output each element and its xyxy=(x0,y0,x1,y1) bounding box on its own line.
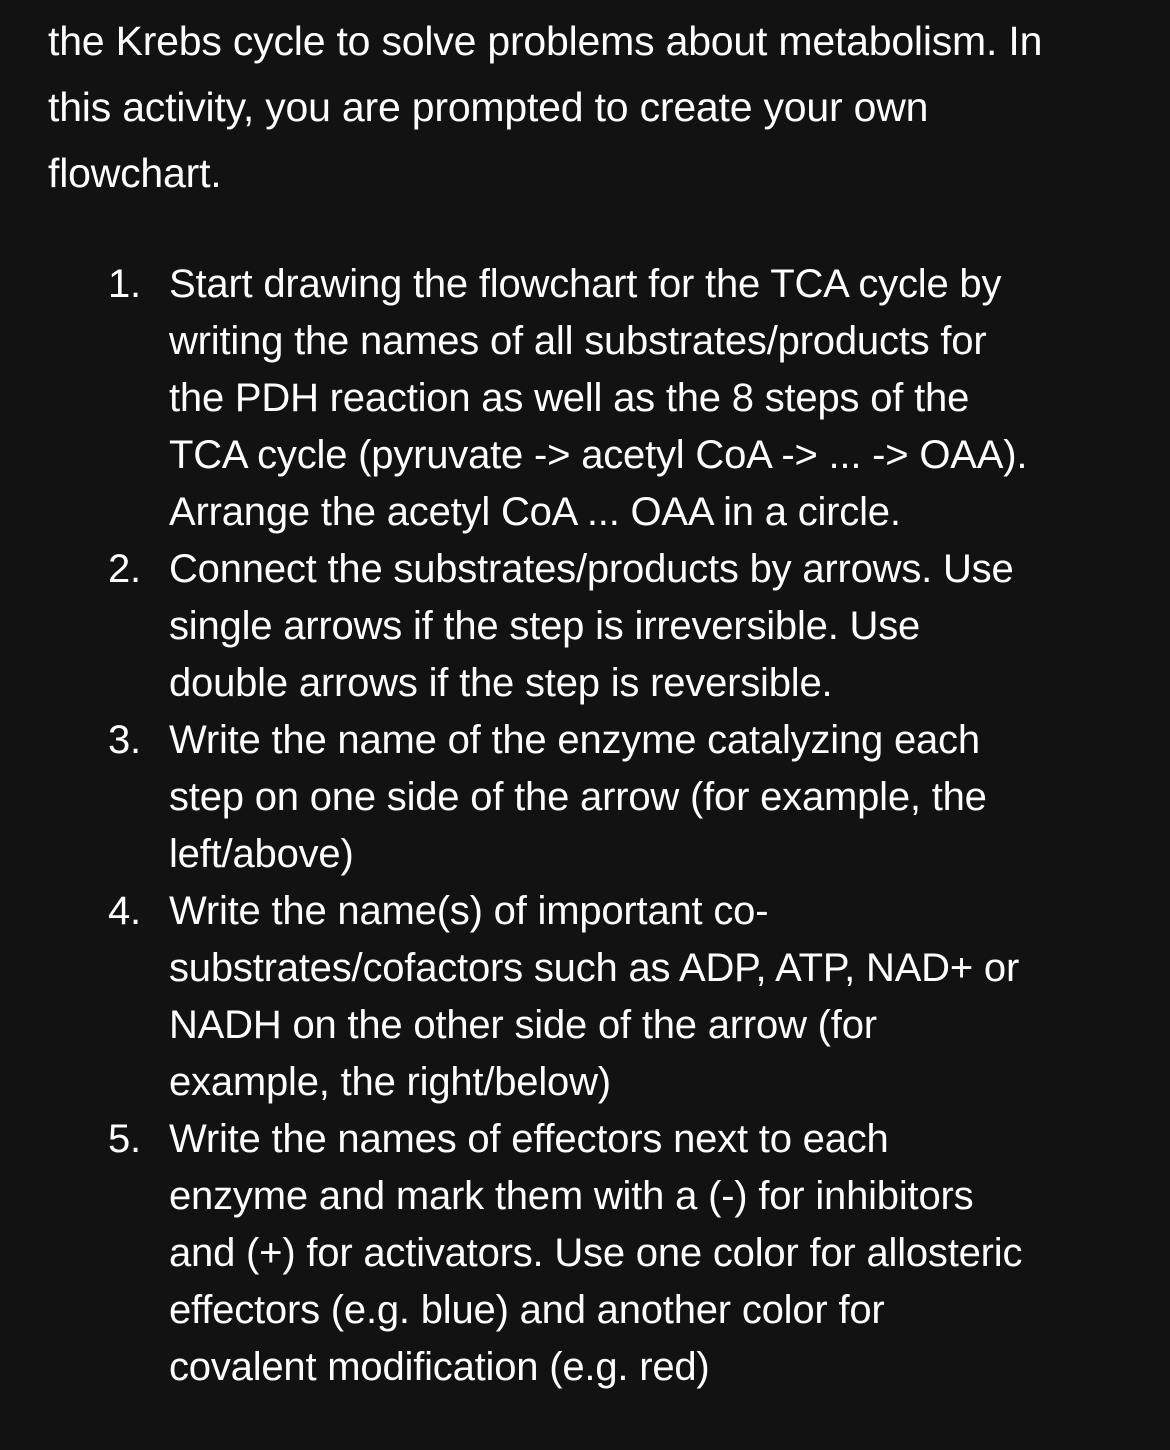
step-line: NADH on the other side of the arrow (for xyxy=(169,1003,877,1047)
step-line: effectors (e.g. blue) and another color for xyxy=(169,1288,885,1332)
step-text xyxy=(169,1111,1158,1396)
step-line: substrates/cofactors such as ADP, ATP, NAD+ or xyxy=(169,946,1020,990)
instruction-step-5 xyxy=(108,1111,1158,1396)
step-line: Write the name of the enzyme catalyzing each xyxy=(169,718,980,762)
step-text xyxy=(169,712,1158,883)
instruction-step-2 xyxy=(108,541,1158,712)
instruction-step-1 xyxy=(108,256,1158,541)
step-line: writing the names of all substrates/products for xyxy=(169,319,987,363)
step-line: step on one side of the arrow (for example, the xyxy=(169,775,987,819)
step-line: covalent modification (e.g. red) xyxy=(169,1345,710,1389)
step-number: 3. xyxy=(108,718,141,762)
instruction-step-4 xyxy=(108,883,1158,1111)
step-number: 1. xyxy=(108,262,141,306)
intro-line: this activity, you are prompted to create your own xyxy=(48,84,929,130)
step-line: left/above) xyxy=(169,832,354,876)
step-line: Write the names of effectors next to each xyxy=(169,1117,889,1161)
step-number: 2. xyxy=(108,547,141,591)
intro-paragraph xyxy=(48,8,1148,206)
step-line: enzyme and mark them with a (-) for inhibitors xyxy=(169,1174,974,1218)
step-text xyxy=(169,883,1158,1111)
step-line: the PDH reaction as well as the 8 steps of the xyxy=(169,376,970,420)
step-text xyxy=(169,541,1158,712)
instruction-step-3 xyxy=(108,712,1158,883)
step-line: Write the name(s) of important co- xyxy=(169,889,769,933)
step-line: and (+) for activators. Use one color for allosteric xyxy=(169,1231,1023,1275)
step-line: Connect the substrates/products by arrows. Use xyxy=(169,547,1014,591)
step-line: example, the right/below) xyxy=(169,1060,611,1104)
step-line: single arrows if the step is irreversible. Use xyxy=(169,604,921,648)
step-line: Arrange the acetyl CoA ... OAA in a circle. xyxy=(169,490,901,534)
step-number: 5. xyxy=(108,1117,141,1161)
step-text xyxy=(169,256,1158,541)
step-line: Start drawing the flowchart for the TCA cycle by xyxy=(169,262,1002,306)
instruction-list xyxy=(108,256,1158,1396)
step-line: double arrows if the step is reversible. xyxy=(169,661,833,705)
intro-line: flowchart. xyxy=(48,150,222,196)
step-line: TCA cycle (pyruvate -> acetyl CoA -> ... -> OAA). xyxy=(169,433,1028,477)
intro-line: the Krebs cycle to solve problems about metabolism. In xyxy=(48,18,1043,64)
step-number: 4. xyxy=(108,889,141,933)
